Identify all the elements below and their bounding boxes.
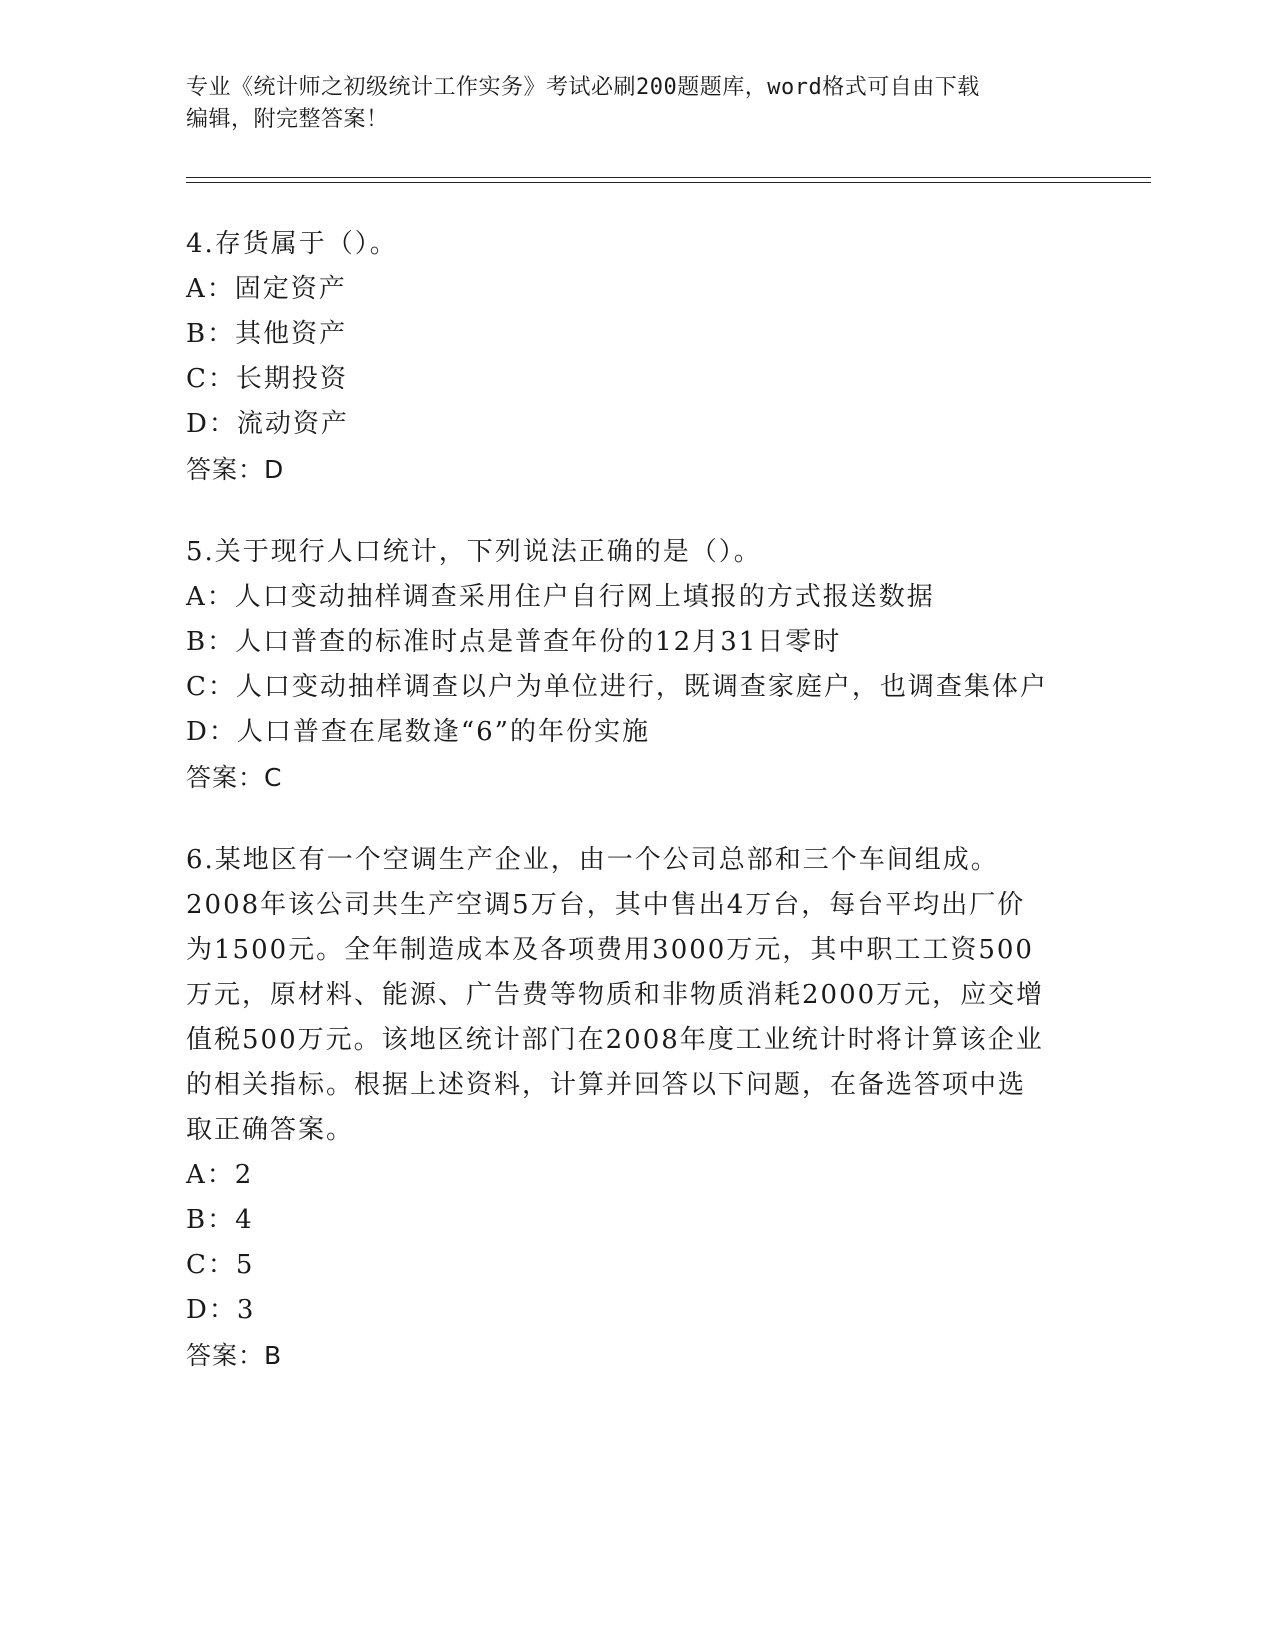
document-header — [186, 72, 1066, 136]
option-b: B：其他资产 — [186, 319, 348, 349]
question-stem-line: 2008年该公司共生产空调5万台，其中售出4万台，每台平均出厂价 — [186, 890, 1026, 920]
option-c: C：长期投资 — [186, 364, 348, 394]
option-a: A：2 — [186, 1160, 254, 1190]
header-title-line-2: 编辑，附完整答案！ — [186, 107, 389, 132]
option-a: A：人口变动抽样调查采用住户自行网上填报的方式报送数据 — [186, 582, 935, 612]
header-title-line-1: 专业《统计师之初级统计工作实务》考试必刷200题题库，word格式可自由下载 — [186, 75, 980, 100]
question-stem-line: 为1500元。全年制造成本及各项费用3000万元，其中职工工资500 — [186, 935, 1034, 965]
question-6 — [186, 838, 1066, 1378]
answer-label: 答案：B — [186, 1341, 283, 1370]
question-stem-line: 取正确答案。 — [186, 1115, 355, 1145]
question-stem-line: 值税500万元。该地区统计部门在2008年度工业统计时将计算该企业 — [186, 1025, 1044, 1055]
option-d: D：流动资产 — [186, 409, 349, 439]
option-d: D：人口普查在尾数逢“6”的年份实施 — [186, 717, 650, 747]
question-4 — [186, 222, 1066, 492]
option-d: D：3 — [186, 1295, 256, 1325]
header-divider — [186, 177, 1151, 183]
question-stem-line: 的相关指标。根据上述资料，计算并回答以下问题，在备选答项中选 — [186, 1070, 1027, 1100]
question-stem-line: 万元，原材料、能源、广告费等物质和非物质消耗2000万元，应交增 — [186, 980, 1045, 1010]
question-stem: 4.存货属于（）。 — [186, 229, 398, 259]
option-c: C：5 — [186, 1250, 255, 1280]
question-stem: 5.关于现行人口统计，下列说法正确的是（）。 — [186, 537, 762, 567]
answer-label: 答案：D — [186, 455, 285, 484]
option-c: C：人口变动抽样调查以户为单位进行，既调查家庭户，也调查集体户 — [186, 672, 1048, 702]
option-b: B：4 — [186, 1205, 254, 1235]
answer-label: 答案：C — [186, 763, 283, 792]
question-5 — [186, 530, 1066, 800]
question-stem-line: 6.某地区有一个空调生产企业，由一个公司总部和三个车间组成。 — [186, 845, 999, 875]
option-a: A：固定资产 — [186, 274, 347, 304]
option-b: B：人口普查的标准时点是普查年份的12月31日零时 — [186, 627, 842, 657]
